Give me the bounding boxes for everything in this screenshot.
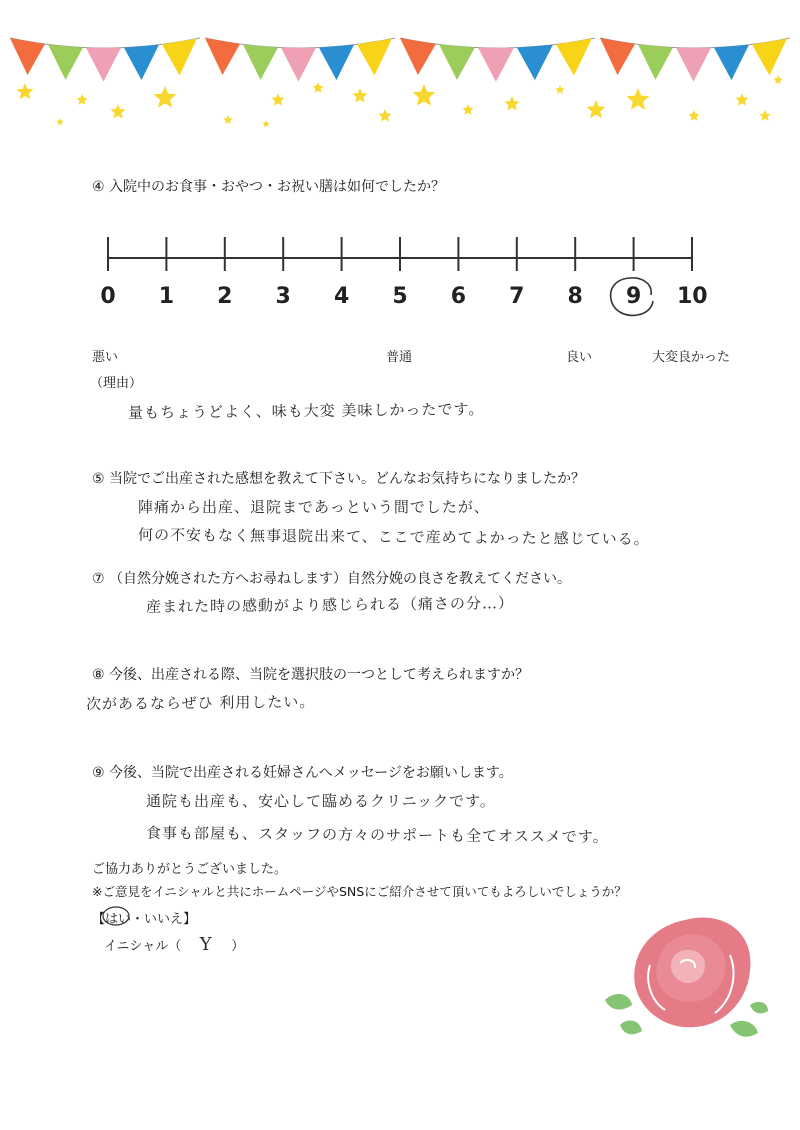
option-separator: ・ — [131, 912, 145, 927]
bunting-flag — [243, 44, 278, 80]
bunting-flag — [48, 44, 83, 80]
bracket-close: 】 — [183, 912, 197, 927]
initial-value[interactable]: Y — [199, 934, 213, 955]
star-icon — [759, 110, 770, 121]
selected-circle — [603, 275, 663, 325]
rose-illustration — [590, 905, 780, 1065]
bunting-flag — [124, 45, 159, 80]
bunting-flag — [517, 45, 553, 80]
initial-row — [104, 934, 244, 955]
option-yes[interactable] — [105, 908, 131, 927]
yes-circle-mark — [101, 905, 131, 927]
label-very-good: 大変良かった — [652, 350, 731, 365]
star-icon — [735, 93, 748, 106]
star-icon — [688, 110, 699, 121]
star-icon — [76, 94, 87, 105]
label-good: 良い — [566, 350, 593, 365]
star-icon — [312, 82, 323, 93]
bunting-flag — [556, 39, 592, 76]
initial-close: ） — [231, 939, 245, 954]
star-icon — [223, 115, 233, 124]
bunting-banner — [0, 0, 800, 150]
scale-number-4[interactable]: 4 — [333, 284, 350, 309]
scale-number-6[interactable]: 6 — [450, 284, 467, 309]
scale-number-1[interactable]: 1 — [158, 284, 175, 309]
consent-question: ※ご意見をイニシャルと共にホームページやSNSにご紹介させて頂いてもよろしいでしょうか？ — [92, 884, 627, 899]
q9-answer-line1: 通院も出産も、安心して臨めるクリニックです。 — [146, 792, 496, 810]
reason-answer: 量もちょうどよく、味も大変 美味しかったです。 — [127, 400, 485, 422]
star-icon — [587, 100, 606, 118]
star-icon — [773, 75, 783, 84]
scale-number-0[interactable]: 0 — [100, 284, 116, 309]
scale-number-9[interactable]: 9 — [625, 284, 642, 309]
star-icon — [271, 93, 284, 106]
consent-options — [92, 908, 196, 927]
q5-answer-line2: 何の不安もなく無事退院出来て、ここで産めてよかったと感じている。 — [137, 525, 650, 549]
scale-number-2[interactable]: 2 — [217, 284, 233, 309]
question-4: ④ 入院中のお食事・おやつ・お祝い膳は如何でしたか？ — [92, 179, 445, 195]
bunting-flag — [357, 39, 392, 76]
scale-number-10[interactable]: 10 — [677, 284, 708, 309]
star-icon — [56, 118, 64, 125]
question-8: ⑧ 今後、出産される際、当院を選択肢の一つとして考えられますか？ — [92, 667, 529, 683]
star-icon — [413, 84, 436, 106]
label-normal: 普通 — [386, 350, 413, 365]
star-icon — [352, 88, 367, 103]
label-bad: 悪い — [92, 350, 119, 365]
scale-number-3[interactable]: 3 — [275, 284, 291, 309]
initial-label: イニシャル（ — [104, 939, 182, 954]
bunting-flag — [205, 38, 240, 75]
star-icon — [378, 109, 391, 122]
bunting-flag — [319, 45, 354, 80]
bunting-flag — [752, 39, 787, 76]
bunting-flag — [400, 38, 436, 75]
star-icon — [154, 86, 177, 108]
scale-number-5[interactable]: 5 — [392, 284, 408, 309]
bunting-flag — [676, 48, 711, 82]
star-icon — [110, 104, 125, 119]
q8-answer: 次があるならぜひ 利用したい。 — [85, 692, 316, 714]
reason-label: （理由） — [90, 376, 143, 391]
q5-answer-line1: 陣痛から出産、退院まであっという間でしたが、 — [138, 498, 490, 516]
q9-answer-line2: 食事も部屋も、スタッフの方々のサポートも全てオススメです。 — [145, 823, 609, 847]
star-icon — [627, 88, 650, 110]
bunting-flag — [162, 39, 197, 76]
rose-flower — [634, 917, 750, 1027]
bunting-flag — [600, 38, 635, 75]
star-icon — [462, 104, 473, 115]
bunting-flag — [439, 44, 475, 80]
question-7: ⑦ （自然分娩された方へお尋ねします）自然分娩の良さを教えてください。 — [92, 571, 571, 587]
bunting-flag — [10, 38, 45, 75]
bunting-flag — [478, 48, 514, 82]
q7-answer: 産まれた時の感動がより感じられる（痛さの分…） — [145, 594, 515, 616]
thanks-text: ご協力ありがとうございました。 — [92, 862, 288, 877]
bunting-flag — [281, 48, 316, 82]
option-yes-label: はい — [105, 912, 132, 927]
option-no[interactable]: いいえ — [144, 912, 184, 927]
bunting-flag — [638, 44, 673, 80]
question-9: ⑨ 今後、当院で出産される妊婦さんへメッセージをお願いします。 — [92, 765, 513, 781]
star-icon — [16, 83, 33, 99]
star-icon — [262, 120, 270, 127]
bracket-open: 【 — [92, 912, 106, 927]
scale-number-7[interactable]: 7 — [509, 284, 525, 309]
scale-number-8[interactable]: 8 — [567, 284, 583, 309]
star-icon — [504, 96, 519, 111]
bunting-flag — [86, 48, 121, 82]
question-5: ⑤ 当院でご出産された感想を教えて下さい。どんなお気持ちになりましたか？ — [92, 471, 585, 487]
bunting-flag — [714, 45, 749, 80]
star-icon — [555, 85, 565, 94]
